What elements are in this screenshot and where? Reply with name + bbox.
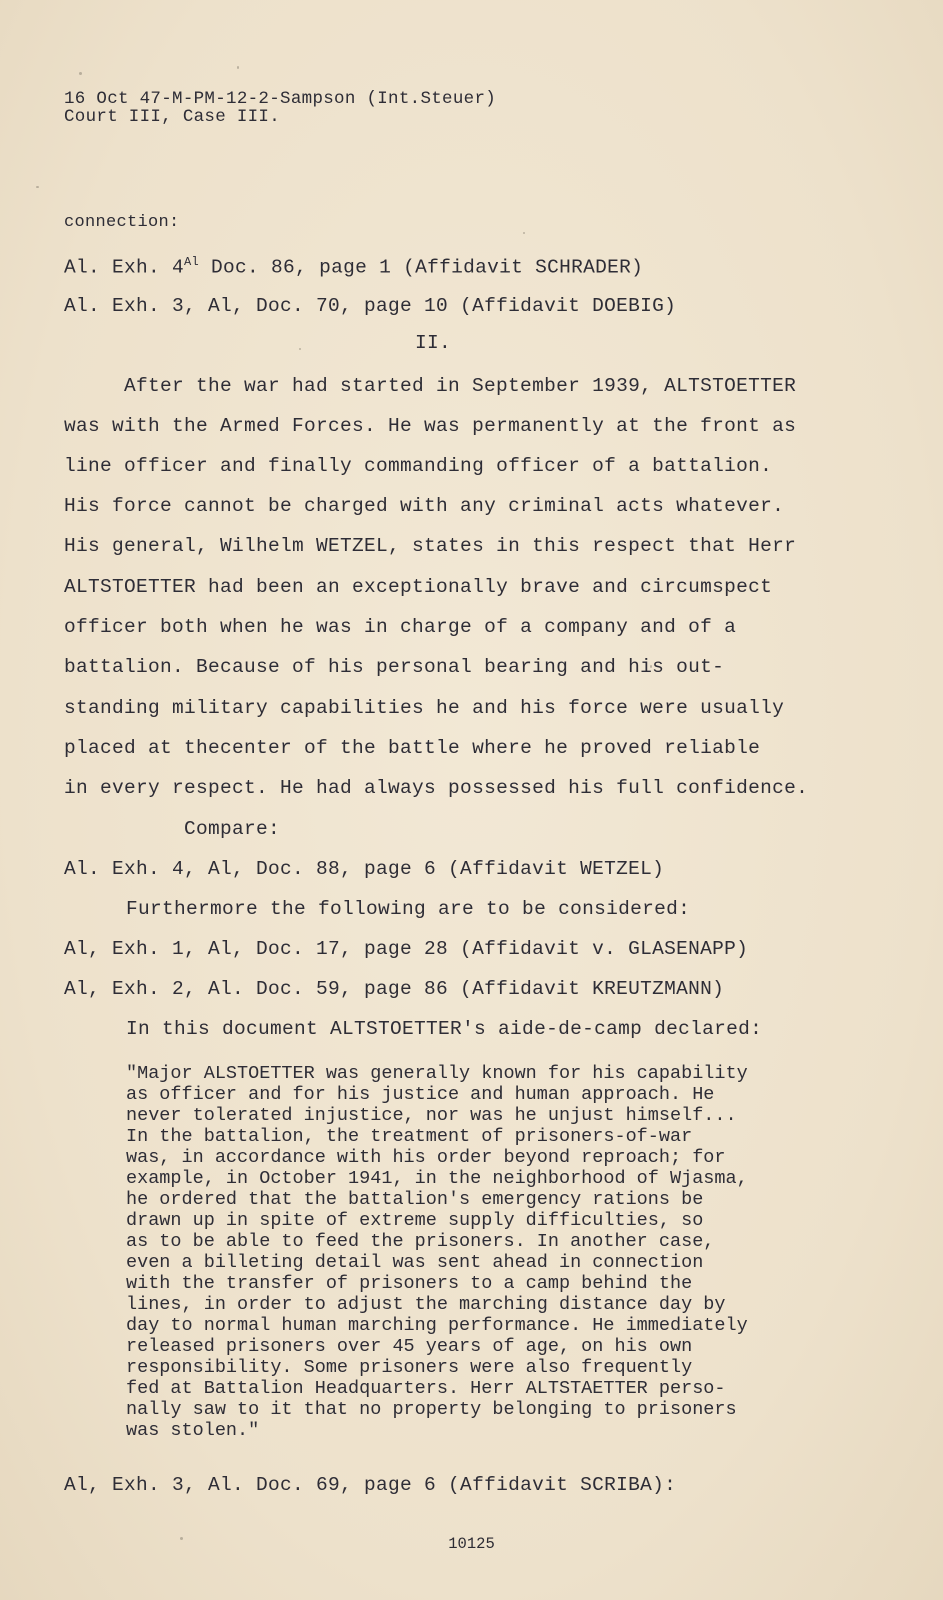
quote-line: as officer and for his justice and human approach. He: [126, 1084, 715, 1105]
quote-line: with the transfer of prisoners to a camp behind the: [126, 1273, 693, 1294]
paper-speck: [299, 348, 301, 350]
paragraph-line: battalion. Because of his personal bearing and his out-: [64, 656, 725, 678]
reference-superscript: Al: [184, 255, 200, 269]
quote-line: fed at Battalion Headquarters. Herr ALTSTAETTER perso-: [126, 1378, 726, 1399]
reference-text: Al. Exh. 4: [64, 256, 185, 279]
header-line-2: Court III, Case III.: [64, 107, 281, 127]
reference-line: Al, Exh. 2, Al. Doc. 59, page 86 (Affidavit KREUTZMANN): [64, 978, 725, 1000]
paper-speck: [523, 232, 525, 234]
quote-line: even a billeting detail was sent ahead in connection: [126, 1252, 704, 1273]
reference-line: Al, Exh. 1, Al, Doc. 17, page 28 (Affidavit v. GLASENAPP): [64, 938, 749, 960]
paragraph-line: In this document ALTSTOETTER's aide-de-camp declared:: [126, 1018, 763, 1040]
paper-speck: [36, 186, 39, 188]
quote-line: as to be able to feed the prisoners. In another case,: [126, 1231, 715, 1252]
quote-line: released prisoners over 45 years of age, on his own: [126, 1336, 693, 1357]
paragraph-line: line officer and finally commanding officer of a battalion.: [64, 455, 773, 477]
quote-line: example, in October 1941, in the neighborhood of Wjasma,: [126, 1168, 748, 1189]
reference-line: Al. Exh. 4, Al, Doc. 88, page 6 (Affidavit WETZEL): [64, 858, 665, 880]
paragraph-line: Furthermore the following are to be considered:: [126, 898, 691, 920]
quote-line: was stolen.": [126, 1420, 260, 1441]
quote-line: responsibility. Some prisoners were also frequently: [126, 1357, 693, 1378]
quote-line: nally saw to it that no property belonging to prisoners: [126, 1399, 737, 1420]
section-heading: II.: [415, 332, 452, 354]
reference-line: Al. Exh. 3, Al, Doc. 70, page 10 (Affidavit DOEBIG): [64, 295, 677, 317]
quote-line: In the battalion, the treatment of prisoners-of-war: [126, 1126, 693, 1147]
reference-text: Doc. 86, page 1 (Affidavit SCHRADER): [199, 256, 644, 279]
paragraph-line: standing military capabilities he and his force were usually: [64, 697, 785, 719]
paragraph-line: His force cannot be charged with any criminal acts whatever.: [64, 495, 785, 517]
quote-line: lines, in order to adjust the marching distance day by: [126, 1294, 726, 1315]
reference-line: Al, Exh. 3, Al. Doc. 69, page 6 (Affidavit SCRIBA):: [64, 1474, 677, 1496]
quote-line: day to normal human marching performance. He immediately: [126, 1315, 748, 1336]
reference-line: [64, 255, 643, 279]
paragraph-line: ALTSTOETTER had been an exceptionally brave and circumspect: [64, 576, 773, 598]
quote-line: never tolerated injustice, nor was he unjust himself...: [126, 1105, 737, 1126]
paper-speck: [79, 72, 82, 75]
compare-label: Compare:: [184, 818, 281, 840]
quote-line: "Major ALSTOETTER was generally known for his capability: [126, 1063, 748, 1084]
paragraph-line: officer both when he was in charge of a company and of a: [64, 616, 737, 638]
page-number: 10125: [448, 1535, 495, 1553]
paragraph-line: After the war had started in September 1939, ALTSTOETTER: [124, 375, 797, 397]
paragraph-line: in every respect. He had always possessed his full confidence.: [64, 777, 809, 799]
paragraph-line: His general, Wilhelm WETZEL, states in this respect that Herr: [64, 535, 797, 557]
quote-line: he ordered that the battalion's emergency rations be: [126, 1189, 704, 1210]
connection-label: connection:: [64, 213, 180, 232]
paragraph-line: was with the Armed Forces. He was permanently at the front as: [64, 415, 797, 437]
quote-line: drawn up in spite of extreme supply difficulties, so: [126, 1210, 704, 1231]
quote-line: was, in accordance with his order beyond reproach; for: [126, 1147, 726, 1168]
header-line-1: 16 Oct 47-M-PM-12-2-Sampson (Int.Steuer): [64, 89, 497, 109]
paragraph-line: placed at thecenter of the battle where he proved reliable: [64, 737, 761, 759]
paper-speck: [237, 66, 239, 69]
